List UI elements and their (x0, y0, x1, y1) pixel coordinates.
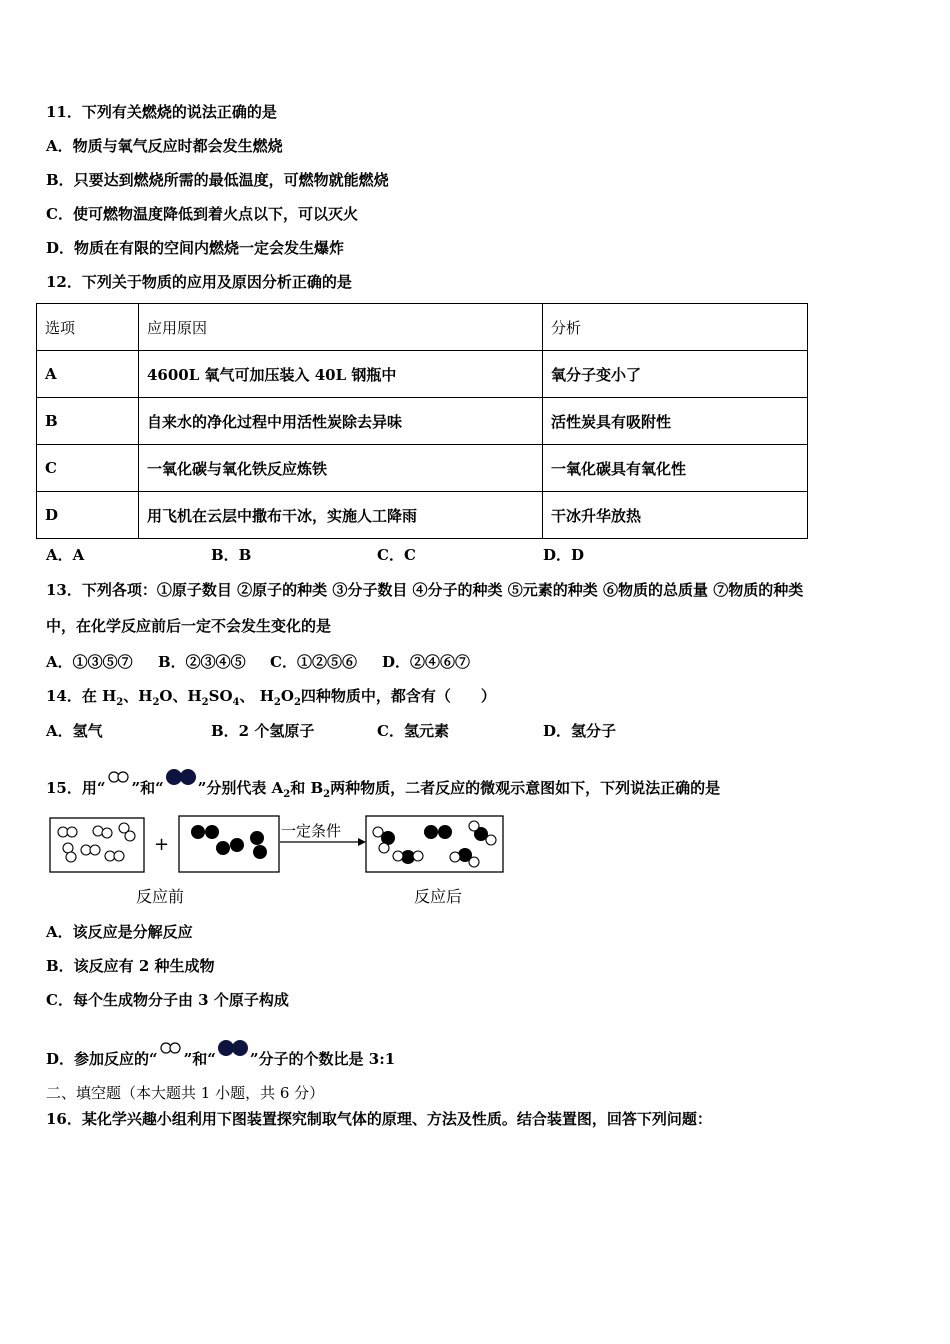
q12-stem: 12．下列关于物质的应用及原因分析正确的是 (46, 273, 352, 291)
q15-option-d (46, 1038, 395, 1069)
q13-stem-line1: 13．下列各项：①原子数目 ②原子的种类 ③分子数目 ④分子的种类 ⑤元素的种类 ⑥物质的总质量 ⑦物质的种类 (46, 581, 804, 599)
b2-molecule-icon (164, 767, 198, 787)
arrow-head-icon (358, 838, 366, 846)
section-title: 二、填空题（本大题共 1 小题，共 6 分） (46, 1084, 325, 1102)
q14-option-b: B．2 个氢原子 (211, 722, 315, 740)
q15-text: ”分子的个数比是 3:1 (249, 1050, 396, 1068)
q15-text: ”分别代表 A (197, 779, 284, 797)
q11-option-a: A．物质与氧气反应时都会发生燃烧 (46, 137, 283, 155)
q15-text: 两种物质，二者反应的微观示意图如下，下列说法正确的是 (330, 779, 721, 797)
table-header-row (37, 304, 808, 351)
table-cell: C (37, 445, 139, 492)
q14-text: O、H (159, 687, 202, 705)
q15-text: ”和“ (131, 779, 164, 797)
table-row (37, 398, 808, 445)
table-cell: A (37, 351, 139, 398)
table-cell: 活性炭具有吸附性 (543, 398, 808, 445)
q13-option-c: C．①②⑤⑥ (270, 653, 357, 671)
q12-option-d: D．D (543, 546, 585, 564)
q15-option-b: B．该反应有 2 种生成物 (46, 957, 215, 975)
table-cell: 一氧化碳与氧化铁反应炼铁 (139, 445, 543, 492)
subscript: 2 (323, 789, 331, 800)
q14-text: O (280, 687, 294, 705)
q13-option-a: A．①③⑤⑦ (46, 653, 133, 671)
caption-before: 反应前 (136, 887, 185, 906)
reaction-diagram (46, 810, 516, 880)
q14-stem (46, 686, 496, 713)
table-row (37, 492, 808, 539)
q14-option-a: A．氢气 (46, 722, 103, 740)
q11-stem: 11．下列有关燃烧的说法正确的是 (46, 103, 277, 121)
q15-text: 和 B (290, 779, 324, 797)
q14-option-d: D．氢分子 (543, 722, 617, 740)
caption-after: 反应后 (414, 887, 463, 906)
q15-text: 15．用“ (46, 779, 106, 797)
q14-text: 、H (123, 687, 153, 705)
plus-sign: + (154, 834, 170, 855)
table-header-cell: 应用原因 (139, 304, 543, 351)
q15-option-c: C．每个生成物分子由 3 个原子构成 (46, 991, 289, 1009)
subscript: 2 (293, 697, 301, 708)
q14-text: SO (208, 687, 233, 705)
q15-text: ”和“ (183, 1050, 216, 1068)
b2-molecule-icon (216, 1038, 250, 1058)
q15-option-a: A．该反应是分解反应 (46, 923, 193, 941)
table-cell: 氧分子变小了 (543, 351, 808, 398)
q12-table (36, 303, 808, 539)
q11-option-b: B．只要达到燃烧所需的最低温度，可燃物就能燃烧 (46, 171, 389, 189)
q12-option-a: A．A (46, 546, 85, 564)
a2-molecule-icon (106, 769, 132, 787)
table-cell: D (37, 492, 139, 539)
subscript: 4 (232, 697, 240, 708)
table-header-cell: 选项 (37, 304, 139, 351)
table-cell: 一氧化碳具有氧化性 (543, 445, 808, 492)
table-row (37, 445, 808, 492)
q11-option-d: D．物质在有限的空间内燃烧一定会发生爆炸 (46, 239, 345, 257)
q11-option-c: C．使可燃物温度降低到着火点以下，可以灭火 (46, 205, 358, 223)
subscript: 2 (116, 697, 124, 708)
table-cell: 自来水的净化过程中用活性炭除去异味 (139, 398, 543, 445)
q12-option-b: B．B (211, 546, 252, 564)
q13-stem-line2: 中，在化学反应前后一定不会发生变化的是 (46, 617, 332, 635)
q12-option-c: C．C (377, 546, 416, 564)
q14-option-c: C．氢元素 (377, 722, 449, 740)
q15-stem (46, 767, 720, 805)
q14-text: 四种物质中，都含有（ ） (300, 687, 496, 705)
subscript: 2 (273, 697, 281, 708)
reaction-condition: 一定条件 (281, 822, 342, 840)
subscript: 2 (201, 697, 209, 708)
table-cell: 4600L 氧气可加压装入 40L 钢瓶中 (139, 351, 543, 398)
table-cell: 干冰升华放热 (543, 492, 808, 539)
q14-text: 14．在 H (46, 687, 117, 705)
a2-molecule-icon (158, 1040, 184, 1058)
table-header-cell: 分析 (543, 304, 808, 351)
q13-option-d: D．②④⑥⑦ (382, 653, 471, 671)
q16-stem: 16．某化学兴趣小组利用下图装置探究制取气体的原理、方法及性质。结合装置图，回答下列问题： (46, 1110, 712, 1128)
reactant-b-box (179, 816, 279, 872)
q13-option-b: B．②③④⑤ (158, 653, 246, 671)
table-cell: B (37, 398, 139, 445)
table-cell: 用飞机在云层中撒布干冰，实施人工降雨 (139, 492, 543, 539)
subscript: 2 (283, 789, 291, 800)
subscript: 2 (152, 697, 160, 708)
q15-text: D．参加反应的“ (46, 1050, 158, 1068)
table-row (37, 351, 808, 398)
q14-text: 、 H (239, 687, 274, 705)
